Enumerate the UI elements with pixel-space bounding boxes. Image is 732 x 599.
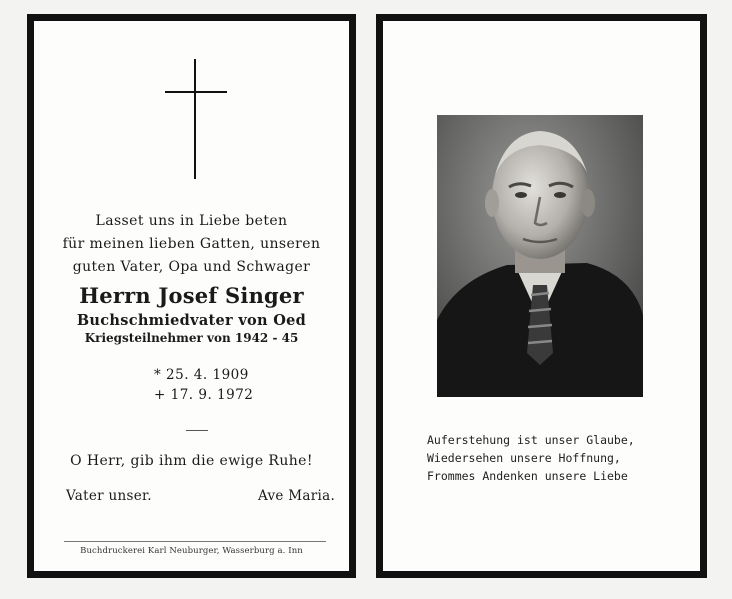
prayer-line: für meinen lieben Gatten, unseren xyxy=(62,236,321,252)
death-date: + 17. 9. 1972 xyxy=(154,387,254,403)
life-dates xyxy=(154,365,253,405)
quote-line: Frommes Andenken unsere Liebe xyxy=(427,469,628,483)
deceased-title: Buchschmiedvater von Oed xyxy=(76,312,307,329)
cross-horizontal-bar xyxy=(165,91,227,93)
birth-date: * 25. 4. 1909 xyxy=(154,367,249,383)
prayer-hail-mary: Ave Maria. xyxy=(258,488,336,504)
quote-line: Auferstehung ist unser Glaube, xyxy=(427,433,635,447)
prayer-line: guten Vater, Opa und Schwager xyxy=(72,259,311,275)
prayer-line: Lasset uns in Liebe beten xyxy=(95,213,288,229)
prayer-intro xyxy=(34,210,349,279)
memorial-quote xyxy=(427,431,635,485)
prayer-our-father: Vater unser. xyxy=(66,488,152,504)
footer-divider xyxy=(64,541,326,542)
divider xyxy=(186,430,208,431)
printer-credit: Buchdruckerei Karl Neuburger, Wasserburg a. Inn xyxy=(80,546,303,556)
memorial-card-left xyxy=(27,14,356,578)
deceased-name: Herrn Josef Singer xyxy=(79,283,304,308)
portrait-photo xyxy=(437,115,643,397)
portrait-image xyxy=(437,115,643,397)
memorial-card-right xyxy=(376,14,707,578)
war-service: Kriegsteilnehmer von 1942 - 45 xyxy=(84,331,299,345)
cross-vertical-bar xyxy=(194,59,196,179)
quote-line: Wiedersehen unsere Hoffnung, xyxy=(427,451,621,465)
rest-prayer: O Herr, gib ihm die ewige Ruhe! xyxy=(70,453,313,469)
